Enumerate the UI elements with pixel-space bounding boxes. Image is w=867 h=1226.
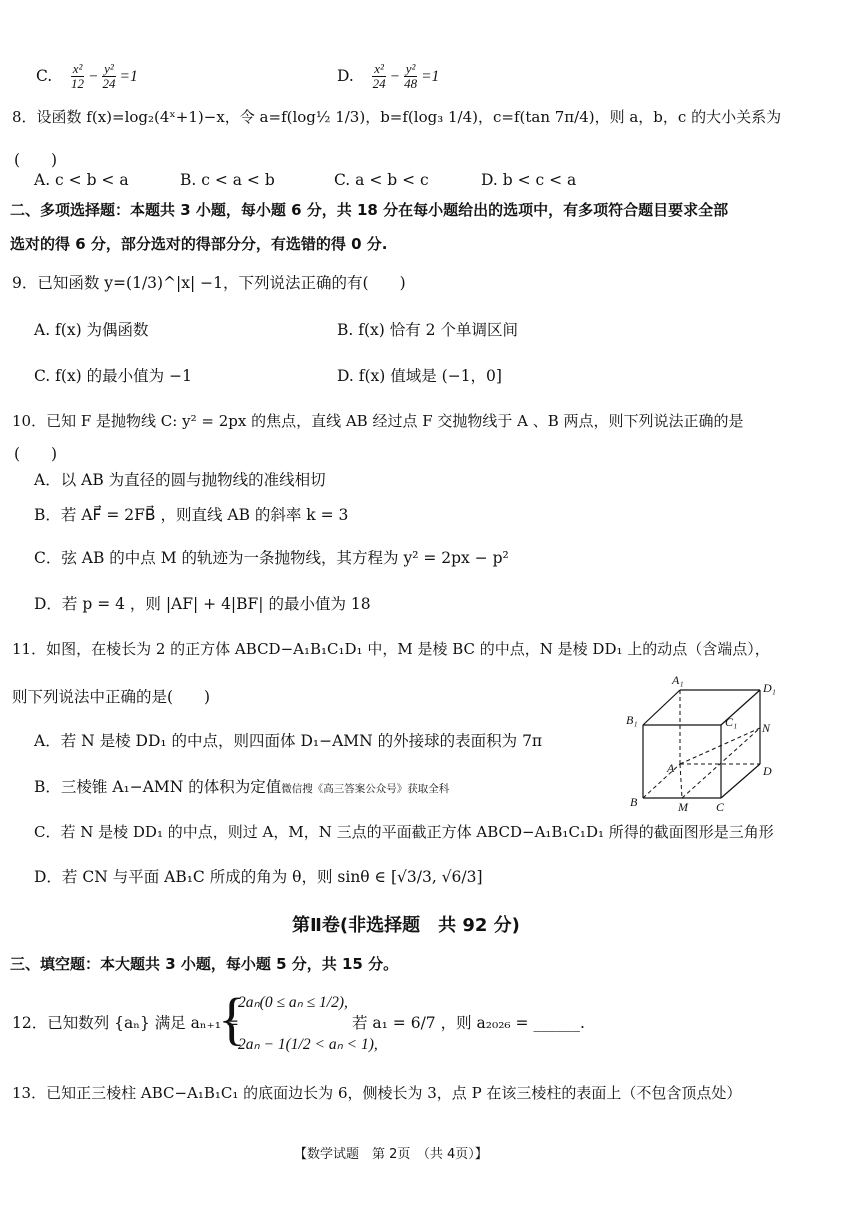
q11-stem: 11．如图，在棱长为 2 的正方体 ABCD−A₁B₁C₁D₁ 中，M 是棱 BC 的中点，N 是棱 DD₁ 上的动点（含端点），	[12, 640, 770, 658]
q9-option-b: B. f(x) 恰有 2 个单调区间	[337, 321, 518, 339]
q9-option-c: C. f(x) 的最小值为 −1	[34, 367, 192, 385]
q10-option-a: A．以 AB 为直径的圆与抛物线的准线相切	[34, 471, 326, 489]
q12-case1: 2aₙ(0 ≤ aₙ ≤ 1/2),	[238, 994, 348, 1011]
watermark: 微信搜《高三答案公众号》获取全科	[281, 783, 450, 795]
q10-option-c: C．弦 AB 的中点 M 的轨迹为一条抛物线，其方程为 y² = 2px − p²	[34, 549, 509, 567]
q8-paren: ( )	[14, 151, 58, 169]
q11-option-b	[34, 775, 449, 797]
q12-tail: 若 a₁ = 6/7 ，则 a₂₀₂₆ = ______.	[352, 1014, 585, 1032]
q11-option-d: D．若 CN 与平面 AB₁C 所成的角为 θ，则 sinθ ∈ [√3/3, √6/3]	[34, 868, 483, 886]
q8-option-c: C. a < b < c	[334, 171, 429, 189]
section2-heading-cont: 选对的得 6 分，部分选对的得部分分，有选错的得 0 分.	[10, 235, 388, 253]
q10-paren: ( )	[14, 445, 58, 463]
q11-option-b-text: B．三棱锥 A₁−AMN 的体积为定值	[34, 778, 282, 796]
q13-stem: 13．已知正三棱柱 ABC−A₁B₁C₁ 的底面边长为 6，侧棱长为 3，点 P 在该三棱柱的表面上（不包含顶点处）	[12, 1084, 742, 1102]
section3-heading: 三、填空题：本大题共 3 小题，每小题 5 分，共 15 分。	[10, 955, 399, 973]
label-d: D	[763, 764, 772, 778]
q9-option-a: A. f(x) 为偶函数	[34, 321, 149, 339]
q11-option-a: A．若 N 是棱 DD₁ 的中点，则四面体 D₁−AMN 的外接球的表面积为 7π	[34, 732, 543, 750]
q8-option-b: B. c < a < b	[180, 171, 275, 189]
q8-option-d: D. b < c < a	[481, 171, 577, 189]
label-c: C	[716, 800, 725, 814]
q10-option-d: D．若 p = 4 ，则 |AF| + 4|BF| 的最小值为 18	[34, 595, 371, 613]
q11-option-c: C．若 N 是棱 DD₁ 的中点，则过 A，M，N 三点的平面截正方体 ABCD−A₁B₁C₁D₁ 所得的截面图形是三角形	[34, 823, 774, 841]
label-b1: B₁	[626, 713, 638, 727]
label-m: M	[678, 800, 688, 814]
cube-figure	[620, 672, 790, 817]
q9-stem: 9．已知函数 y=(1/3)^|x| −1，下列说法正确的有( )	[12, 274, 406, 292]
q12-case2: 2aₙ − 1(1/2 < aₙ < 1),	[238, 1036, 378, 1053]
label-n: N	[762, 721, 771, 735]
label-b: B	[630, 795, 638, 809]
q8-stem: 8．设函数 f(x)=log₂(4ˣ+1)−x，令 a=f(log½ 1/3)，b=f(log₃ 1/4)，c=f(tan 7π/4)，则 a，b，c 的大小关系为	[12, 108, 782, 126]
q7-option-d: D. $\frac{\text{x²}}{24}$ − $\frac{\text{y²}}{48}$ =1	[337, 61, 440, 92]
label-a1: A₁	[672, 673, 684, 687]
label-a: A	[667, 761, 675, 775]
q7-option-c: C. $\frac{\text{x²}}{12}$ − $\frac{\text{y²}}{24}$ =1	[36, 61, 138, 92]
label-d1: D₁	[763, 681, 776, 695]
label-c1: C₁	[725, 715, 738, 729]
page-footer: 【数学试题 第 2页 （共 4页）】	[294, 1147, 488, 1162]
q8-option-a: A. c < b < a	[34, 171, 129, 189]
q11-stem-cont: 则下列说法中正确的是( )	[12, 688, 211, 706]
q12-brace: {	[218, 986, 246, 1051]
section2-heading: 二、多项选择题：本题共 3 小题，每小题 6 分，共 18 分在每小题给出的选项中，有多项符合题目要求全部	[10, 201, 729, 219]
q10-stem: 10．已知 F 是抛物线 C: y² = 2px 的焦点，直线 AB 经过点 F 交抛物线于 A 、B 两点，则下列说法正确的是	[12, 412, 744, 430]
part2-title: 第Ⅱ卷(非选择题 共 92 分)	[292, 915, 520, 936]
q12-lead: 12．已知数列 {aₙ} 满足 aₙ₊₁ =	[12, 1014, 239, 1032]
q9-option-d: D. f(x) 值域是 (−1，0]	[337, 367, 502, 385]
q10-option-b: B．若 AF⃗ = 2FB⃗ ，则直线 AB 的斜率 k = 3	[34, 506, 349, 524]
